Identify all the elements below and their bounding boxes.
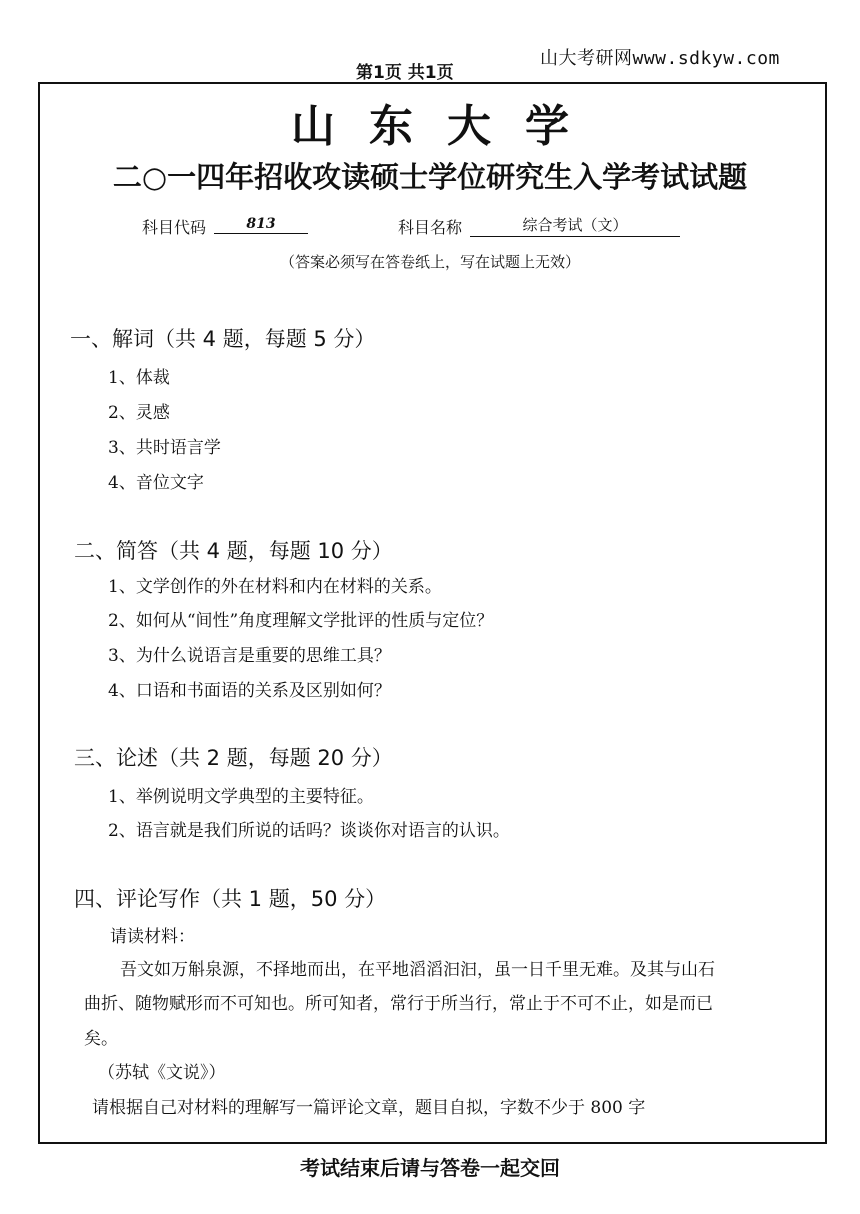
writing-task: 请根据自己对材料的理解写一篇评论文章，题目自拟，字数不少于 800 字 (92, 1098, 646, 1118)
section-1-heading: 一、解词（共 4 题，每题 5 分） (70, 327, 376, 351)
page-indicator: 第1页 共1页 (356, 63, 454, 83)
section-3-item: 1、举例说明文学典型的主要特征。 (108, 787, 374, 807)
material-line: 曲折、随物赋形而不可知也。所可知者，常行于所当行，常止于不可不止，如是而已 (84, 994, 713, 1014)
subject-code-label: 科目代码 (142, 218, 207, 237)
subject-name-value: 综合考试（文） (470, 214, 680, 237)
footer-note: 考试结束后请与答卷一起交回 (300, 1156, 560, 1180)
section-1-item: 2、灵感 (108, 403, 170, 423)
subject-code-value: 813 (214, 216, 308, 234)
exam-title: 二○一四年招收攻读硕士学位研究生入学考试试题 (112, 160, 748, 194)
section-2-item: 1、文学创作的外在材料和内在材料的关系。 (108, 577, 442, 597)
material-line: 矣。 (84, 1029, 118, 1049)
section-1-item: 4、音位文字 (108, 473, 204, 493)
section-2-heading: 二、简答（共 4 题，每题 10 分） (74, 539, 393, 563)
material-line: 吾文如万斛泉源，不择地而出，在平地滔滔汩汩，虽一日千里无难。及其与山石 (120, 960, 715, 980)
section-2-item: 2、如何从“间性”角度理解文学批评的性质与定位？ (108, 611, 494, 631)
subject-name-label: 科目名称 (398, 218, 463, 237)
section-1-item: 3、共时语言学 (108, 438, 221, 458)
watermark-text: 山大考研网www.sdkyw.com (540, 48, 780, 69)
section-3-item: 2、语言就是我们所说的话吗？谈谈你对语言的认识。 (108, 821, 510, 841)
section-2-item: 3、为什么说语言是重要的思维工具？ (108, 646, 391, 666)
university-name: 山东大学 (291, 101, 603, 152)
material-source: （苏轼《文说》） (98, 1063, 226, 1083)
section-3-heading: 三、论述（共 2 题，每题 20 分） (74, 746, 393, 770)
section-4-heading: 四、评论写作（共 1 题，50 分） (74, 887, 387, 911)
section-2-item: 4、口语和书面语的关系及区别如何？ (108, 681, 391, 701)
section-1-item: 1、体裁 (108, 368, 170, 388)
answer-instruction: （答案必须写在答卷纸上，写在试题上无效） (279, 253, 580, 271)
material-prompt: 请读材料： (110, 927, 195, 947)
